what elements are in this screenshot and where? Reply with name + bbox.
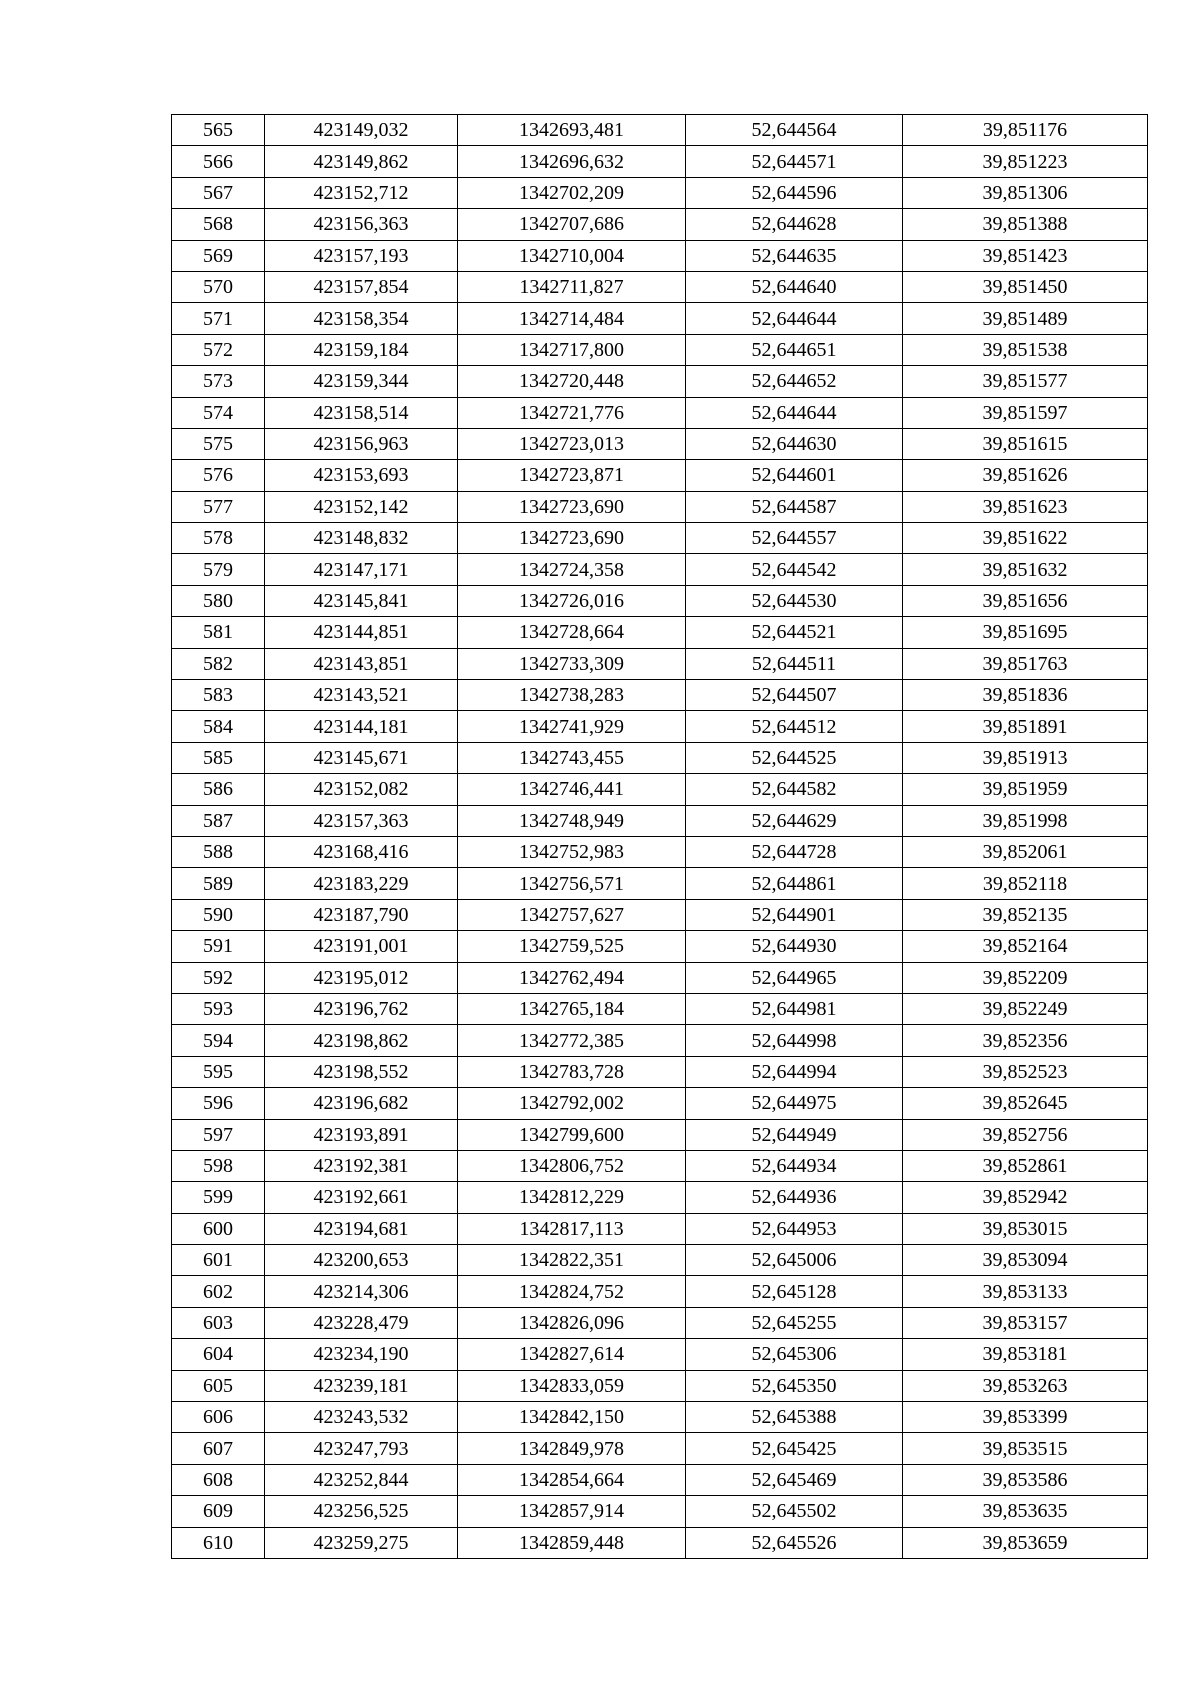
y-coordinate-cell: 1342748,949 [458,805,686,836]
y-coordinate-cell: 1342827,614 [458,1339,686,1370]
y-coordinate-cell: 1342765,184 [458,993,686,1024]
table-row [172,836,1148,867]
latitude-cell: 52,644651 [686,334,903,365]
y-coordinate-cell: 1342849,978 [458,1433,686,1464]
y-coordinate-cell: 1342717,800 [458,334,686,365]
x-coordinate-cell: 423168,416 [265,836,458,867]
longitude-cell: 39,853157 [903,1307,1148,1338]
table-row [172,1182,1148,1213]
longitude-cell: 39,851626 [903,460,1148,491]
x-coordinate-cell: 423192,381 [265,1150,458,1181]
point-number-cell: 583 [172,680,265,711]
latitude-cell: 52,644998 [686,1025,903,1056]
x-coordinate-cell: 423196,682 [265,1088,458,1119]
y-coordinate-cell: 1342693,481 [458,115,686,146]
latitude-cell: 52,644644 [686,397,903,428]
longitude-cell: 39,852209 [903,962,1148,993]
y-coordinate-cell: 1342720,448 [458,366,686,397]
latitude-cell: 52,644596 [686,177,903,208]
latitude-cell: 52,644953 [686,1213,903,1244]
longitude-cell: 39,851891 [903,711,1148,742]
latitude-cell: 52,644981 [686,993,903,1024]
x-coordinate-cell: 423144,851 [265,617,458,648]
y-coordinate-cell: 1342702,209 [458,177,686,208]
y-coordinate-cell: 1342711,827 [458,271,686,302]
longitude-cell: 39,851656 [903,585,1148,616]
x-coordinate-cell: 423191,001 [265,931,458,962]
table-row [172,868,1148,899]
point-number-cell: 582 [172,648,265,679]
table-row [172,366,1148,397]
table-row [172,491,1148,522]
x-coordinate-cell: 423196,762 [265,993,458,1024]
point-number-cell: 578 [172,523,265,554]
table-row [172,805,1148,836]
x-coordinate-cell: 423234,190 [265,1339,458,1370]
longitude-cell: 39,851388 [903,209,1148,240]
point-number-cell: 574 [172,397,265,428]
table-row [172,774,1148,805]
y-coordinate-cell: 1342738,283 [458,680,686,711]
x-coordinate-cell: 423152,142 [265,491,458,522]
x-coordinate-cell: 423143,521 [265,680,458,711]
y-coordinate-cell: 1342696,632 [458,146,686,177]
longitude-cell: 39,851489 [903,303,1148,334]
table-row [172,209,1148,240]
latitude-cell: 52,644571 [686,146,903,177]
table-row [172,1370,1148,1401]
point-number-cell: 588 [172,836,265,867]
table-row [172,711,1148,742]
longitude-cell: 39,853586 [903,1464,1148,1495]
longitude-cell: 39,851450 [903,271,1148,302]
point-number-cell: 606 [172,1402,265,1433]
latitude-cell: 52,644644 [686,303,903,334]
y-coordinate-cell: 1342733,309 [458,648,686,679]
y-coordinate-cell: 1342762,494 [458,962,686,993]
y-coordinate-cell: 1342817,113 [458,1213,686,1244]
y-coordinate-cell: 1342822,351 [458,1245,686,1276]
x-coordinate-cell: 423157,193 [265,240,458,271]
y-coordinate-cell: 1342726,016 [458,585,686,616]
point-number-cell: 584 [172,711,265,742]
latitude-cell: 52,644640 [686,271,903,302]
longitude-cell: 39,851176 [903,115,1148,146]
point-number-cell: 581 [172,617,265,648]
point-number-cell: 580 [172,585,265,616]
x-coordinate-cell: 423159,344 [265,366,458,397]
longitude-cell: 39,851623 [903,491,1148,522]
latitude-cell: 52,645006 [686,1245,903,1276]
longitude-cell: 39,852756 [903,1119,1148,1150]
point-number-cell: 597 [172,1119,265,1150]
x-coordinate-cell: 423157,854 [265,271,458,302]
coordinates-table [171,114,1148,1559]
x-coordinate-cell: 423157,363 [265,805,458,836]
x-coordinate-cell: 423158,354 [265,303,458,334]
longitude-cell: 39,851622 [903,523,1148,554]
x-coordinate-cell: 423256,525 [265,1496,458,1527]
longitude-cell: 39,852523 [903,1056,1148,1087]
table-row [172,1464,1148,1495]
longitude-cell: 39,851538 [903,334,1148,365]
table-row [172,1213,1148,1244]
point-number-cell: 569 [172,240,265,271]
latitude-cell: 52,645350 [686,1370,903,1401]
point-number-cell: 594 [172,1025,265,1056]
x-coordinate-cell: 423200,653 [265,1245,458,1276]
latitude-cell: 52,644629 [686,805,903,836]
latitude-cell: 52,644507 [686,680,903,711]
latitude-cell: 52,644994 [686,1056,903,1087]
point-number-cell: 590 [172,899,265,930]
x-coordinate-cell: 423198,552 [265,1056,458,1087]
latitude-cell: 52,644542 [686,554,903,585]
y-coordinate-cell: 1342824,752 [458,1276,686,1307]
point-number-cell: 610 [172,1527,265,1558]
point-number-cell: 601 [172,1245,265,1276]
point-number-cell: 570 [172,271,265,302]
x-coordinate-cell: 423228,479 [265,1307,458,1338]
y-coordinate-cell: 1342859,448 [458,1527,686,1558]
point-number-cell: 575 [172,428,265,459]
y-coordinate-cell: 1342799,600 [458,1119,686,1150]
x-coordinate-cell: 423259,275 [265,1527,458,1558]
table-row [172,146,1148,177]
table-row [172,742,1148,773]
point-number-cell: 577 [172,491,265,522]
latitude-cell: 52,644582 [686,774,903,805]
y-coordinate-cell: 1342812,229 [458,1182,686,1213]
coordinates-table-body [172,115,1148,1559]
point-number-cell: 608 [172,1464,265,1495]
table-row [172,1527,1148,1558]
latitude-cell: 52,644635 [686,240,903,271]
table-row [172,585,1148,616]
longitude-cell: 39,853015 [903,1213,1148,1244]
longitude-cell: 39,851695 [903,617,1148,648]
longitude-cell: 39,851615 [903,428,1148,459]
point-number-cell: 567 [172,177,265,208]
x-coordinate-cell: 423152,082 [265,774,458,805]
latitude-cell: 52,645502 [686,1496,903,1527]
longitude-cell: 39,851597 [903,397,1148,428]
x-coordinate-cell: 423156,363 [265,209,458,240]
x-coordinate-cell: 423152,712 [265,177,458,208]
latitude-cell: 52,644601 [686,460,903,491]
x-coordinate-cell: 423187,790 [265,899,458,930]
table-row [172,1119,1148,1150]
point-number-cell: 605 [172,1370,265,1401]
latitude-cell: 52,644521 [686,617,903,648]
y-coordinate-cell: 1342854,664 [458,1464,686,1495]
latitude-cell: 52,644530 [686,585,903,616]
table-row [172,1245,1148,1276]
y-coordinate-cell: 1342833,059 [458,1370,686,1401]
y-coordinate-cell: 1342752,983 [458,836,686,867]
longitude-cell: 39,851632 [903,554,1148,585]
y-coordinate-cell: 1342757,627 [458,899,686,930]
point-number-cell: 596 [172,1088,265,1119]
longitude-cell: 39,852118 [903,868,1148,899]
x-coordinate-cell: 423198,862 [265,1025,458,1056]
x-coordinate-cell: 423247,793 [265,1433,458,1464]
table-row [172,523,1148,554]
table-row [172,115,1148,146]
table-row [172,240,1148,271]
x-coordinate-cell: 423194,681 [265,1213,458,1244]
x-coordinate-cell: 423149,032 [265,115,458,146]
point-number-cell: 600 [172,1213,265,1244]
longitude-cell: 39,851306 [903,177,1148,208]
latitude-cell: 52,645255 [686,1307,903,1338]
x-coordinate-cell: 423192,661 [265,1182,458,1213]
x-coordinate-cell: 423214,306 [265,1276,458,1307]
table-row [172,931,1148,962]
y-coordinate-cell: 1342728,664 [458,617,686,648]
point-number-cell: 568 [172,209,265,240]
point-number-cell: 609 [172,1496,265,1527]
point-number-cell: 607 [172,1433,265,1464]
table-row [172,428,1148,459]
x-coordinate-cell: 423148,832 [265,523,458,554]
latitude-cell: 52,644630 [686,428,903,459]
latitude-cell: 52,645306 [686,1339,903,1370]
x-coordinate-cell: 423149,862 [265,146,458,177]
latitude-cell: 52,644949 [686,1119,903,1150]
x-coordinate-cell: 423156,963 [265,428,458,459]
longitude-cell: 39,852861 [903,1150,1148,1181]
point-number-cell: 598 [172,1150,265,1181]
table-row [172,1433,1148,1464]
latitude-cell: 52,644861 [686,868,903,899]
y-coordinate-cell: 1342746,441 [458,774,686,805]
table-row [172,1339,1148,1370]
longitude-cell: 39,851913 [903,742,1148,773]
table-row [172,554,1148,585]
point-number-cell: 592 [172,962,265,993]
y-coordinate-cell: 1342743,455 [458,742,686,773]
table-row [172,680,1148,711]
table-row [172,962,1148,993]
y-coordinate-cell: 1342842,150 [458,1402,686,1433]
y-coordinate-cell: 1342721,776 [458,397,686,428]
y-coordinate-cell: 1342723,013 [458,428,686,459]
latitude-cell: 52,644965 [686,962,903,993]
longitude-cell: 39,851223 [903,146,1148,177]
point-number-cell: 566 [172,146,265,177]
table-row [172,397,1148,428]
x-coordinate-cell: 423158,514 [265,397,458,428]
latitude-cell: 52,644728 [686,836,903,867]
x-coordinate-cell: 423144,181 [265,711,458,742]
latitude-cell: 52,644512 [686,711,903,742]
x-coordinate-cell: 423195,012 [265,962,458,993]
longitude-cell: 39,852942 [903,1182,1148,1213]
y-coordinate-cell: 1342826,096 [458,1307,686,1338]
y-coordinate-cell: 1342710,004 [458,240,686,271]
longitude-cell: 39,852645 [903,1088,1148,1119]
table-row [172,303,1148,334]
longitude-cell: 39,852356 [903,1025,1148,1056]
y-coordinate-cell: 1342759,525 [458,931,686,962]
table-row [172,993,1148,1024]
latitude-cell: 52,644628 [686,209,903,240]
latitude-cell: 52,644936 [686,1182,903,1213]
point-number-cell: 591 [172,931,265,962]
point-number-cell: 585 [172,742,265,773]
point-number-cell: 593 [172,993,265,1024]
y-coordinate-cell: 1342707,686 [458,209,686,240]
longitude-cell: 39,851577 [903,366,1148,397]
y-coordinate-cell: 1342772,385 [458,1025,686,1056]
point-number-cell: 595 [172,1056,265,1087]
table-row [172,460,1148,491]
longitude-cell: 39,853659 [903,1527,1148,1558]
table-row [172,334,1148,365]
point-number-cell: 571 [172,303,265,334]
point-number-cell: 573 [172,366,265,397]
table-row [172,1307,1148,1338]
y-coordinate-cell: 1342723,690 [458,491,686,522]
point-number-cell: 565 [172,115,265,146]
longitude-cell: 39,853515 [903,1433,1148,1464]
longitude-cell: 39,851763 [903,648,1148,679]
table-row [172,1276,1148,1307]
y-coordinate-cell: 1342783,728 [458,1056,686,1087]
x-coordinate-cell: 423193,891 [265,1119,458,1150]
latitude-cell: 52,644930 [686,931,903,962]
point-number-cell: 586 [172,774,265,805]
latitude-cell: 52,644901 [686,899,903,930]
table-row [172,1402,1148,1433]
longitude-cell: 39,851959 [903,774,1148,805]
latitude-cell: 52,644934 [686,1150,903,1181]
table-row [172,1150,1148,1181]
point-number-cell: 604 [172,1339,265,1370]
latitude-cell: 52,644587 [686,491,903,522]
y-coordinate-cell: 1342714,484 [458,303,686,334]
y-coordinate-cell: 1342723,871 [458,460,686,491]
x-coordinate-cell: 423153,693 [265,460,458,491]
table-row [172,1025,1148,1056]
table-row [172,177,1148,208]
longitude-cell: 39,853094 [903,1245,1148,1276]
longitude-cell: 39,853399 [903,1402,1148,1433]
table-row [172,271,1148,302]
latitude-cell: 52,644652 [686,366,903,397]
x-coordinate-cell: 423145,671 [265,742,458,773]
longitude-cell: 39,852164 [903,931,1148,962]
point-number-cell: 599 [172,1182,265,1213]
y-coordinate-cell: 1342792,002 [458,1088,686,1119]
point-number-cell: 587 [172,805,265,836]
x-coordinate-cell: 423143,851 [265,648,458,679]
point-number-cell: 589 [172,868,265,899]
latitude-cell: 52,644975 [686,1088,903,1119]
table-row [172,1496,1148,1527]
latitude-cell: 52,644557 [686,523,903,554]
y-coordinate-cell: 1342724,358 [458,554,686,585]
latitude-cell: 52,645425 [686,1433,903,1464]
latitude-cell: 52,644564 [686,115,903,146]
x-coordinate-cell: 423183,229 [265,868,458,899]
longitude-cell: 39,852249 [903,993,1148,1024]
longitude-cell: 39,852135 [903,899,1148,930]
longitude-cell: 39,851998 [903,805,1148,836]
point-number-cell: 602 [172,1276,265,1307]
x-coordinate-cell: 423243,532 [265,1402,458,1433]
longitude-cell: 39,853635 [903,1496,1148,1527]
y-coordinate-cell: 1342806,752 [458,1150,686,1181]
y-coordinate-cell: 1342741,929 [458,711,686,742]
x-coordinate-cell: 423159,184 [265,334,458,365]
point-number-cell: 579 [172,554,265,585]
longitude-cell: 39,852061 [903,836,1148,867]
x-coordinate-cell: 423147,171 [265,554,458,585]
latitude-cell: 52,645469 [686,1464,903,1495]
latitude-cell: 52,645526 [686,1527,903,1558]
y-coordinate-cell: 1342723,690 [458,523,686,554]
longitude-cell: 39,853181 [903,1339,1148,1370]
table-row [172,648,1148,679]
table-row [172,617,1148,648]
y-coordinate-cell: 1342756,571 [458,868,686,899]
longitude-cell: 39,851423 [903,240,1148,271]
longitude-cell: 39,851836 [903,680,1148,711]
x-coordinate-cell: 423145,841 [265,585,458,616]
latitude-cell: 52,645128 [686,1276,903,1307]
longitude-cell: 39,853263 [903,1370,1148,1401]
point-number-cell: 576 [172,460,265,491]
latitude-cell: 52,645388 [686,1402,903,1433]
x-coordinate-cell: 423252,844 [265,1464,458,1495]
point-number-cell: 572 [172,334,265,365]
latitude-cell: 52,644525 [686,742,903,773]
table-row [172,899,1148,930]
table-row [172,1088,1148,1119]
x-coordinate-cell: 423239,181 [265,1370,458,1401]
point-number-cell: 603 [172,1307,265,1338]
latitude-cell: 52,644511 [686,648,903,679]
y-coordinate-cell: 1342857,914 [458,1496,686,1527]
table-row [172,1056,1148,1087]
longitude-cell: 39,853133 [903,1276,1148,1307]
